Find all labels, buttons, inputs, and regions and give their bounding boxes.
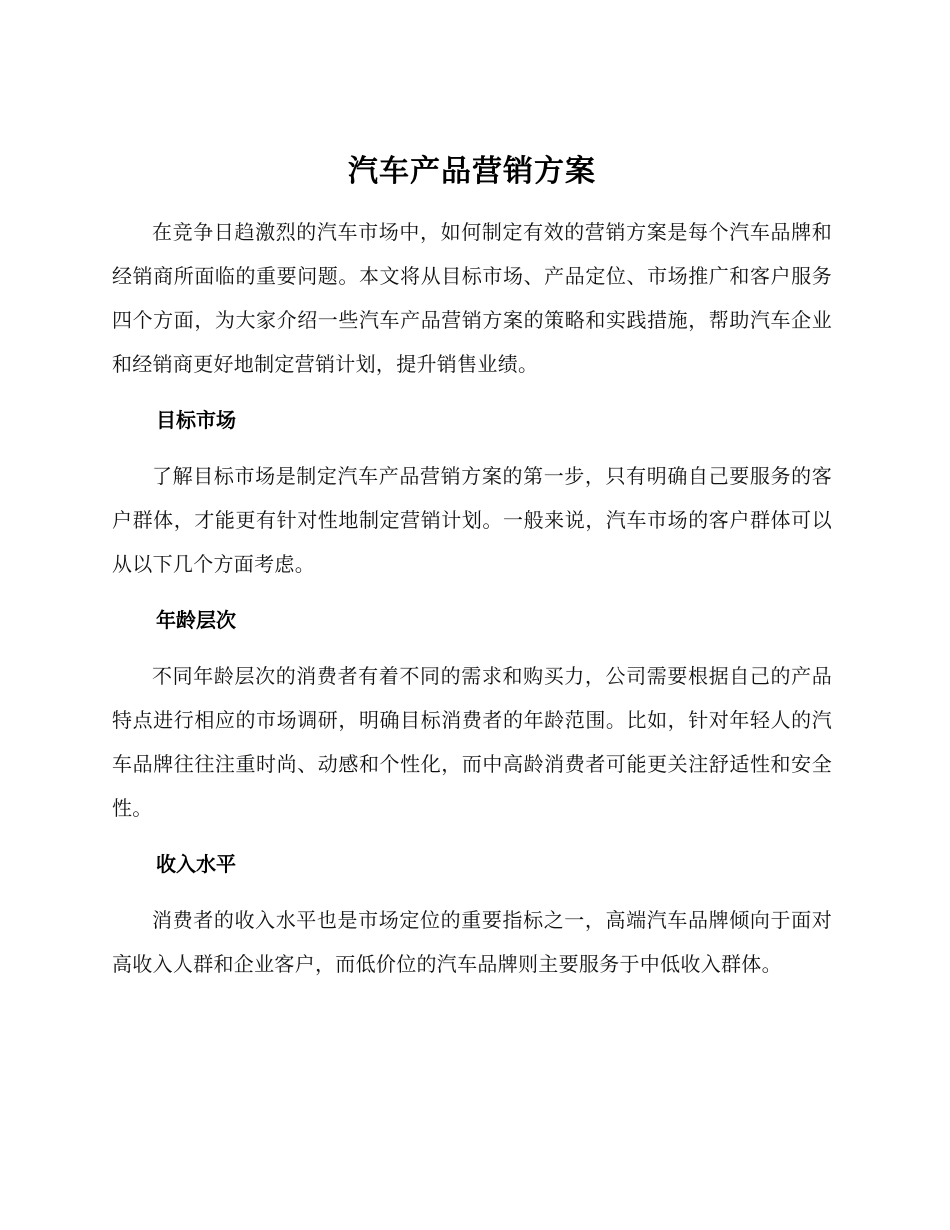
intro-paragraph: 在竞争日趋激烈的汽车市场中，如何制定有效的营销方案是每个汽车品牌和经销商所面临的重要问题。本文将从目标市场、产品定位、市场推广和客户服务四个方面，为大家介绍一些汽车产品营销方案的策略和实践措施，帮助汽车企业和经销商更好地制定营销计划，提升销售业绩。 (112, 220, 832, 376)
section-body-income-level: 消费者的收入水平也是市场定位的重要指标之一，高端汽车品牌倾向于面对高收入人群和企业客户，而低价位的汽车品牌则主要服务于中低收入群体。 (112, 908, 832, 976)
section-body-age-level: 不同年龄层次的消费者有着不同的需求和购买力，公司需要根据自己的产品特点进行相应的市场调研，明确目标消费者的年龄范围。比如，针对年轻人的汽车品牌往往注重时尚、动感和个性化，而中高龄消费者可能更关注舒适性和安全性。 (112, 664, 832, 820)
section-heading-target-market: 目标市场 (156, 408, 236, 432)
document-title: 汽车产品营销方案 (348, 154, 596, 189)
section-heading-income-level: 收入水平 (156, 852, 236, 876)
document-page (112, 148, 832, 986)
section-heading-age-level: 年龄层次 (156, 608, 236, 632)
section-body-target-market: 了解目标市场是制定汽车产品营销方案的第一步，只有明确自己要服务的客户群体，才能更有针对性地制定营销计划。一般来说，汽车市场的客户群体可以从以下几个方面考虑。 (112, 464, 832, 576)
